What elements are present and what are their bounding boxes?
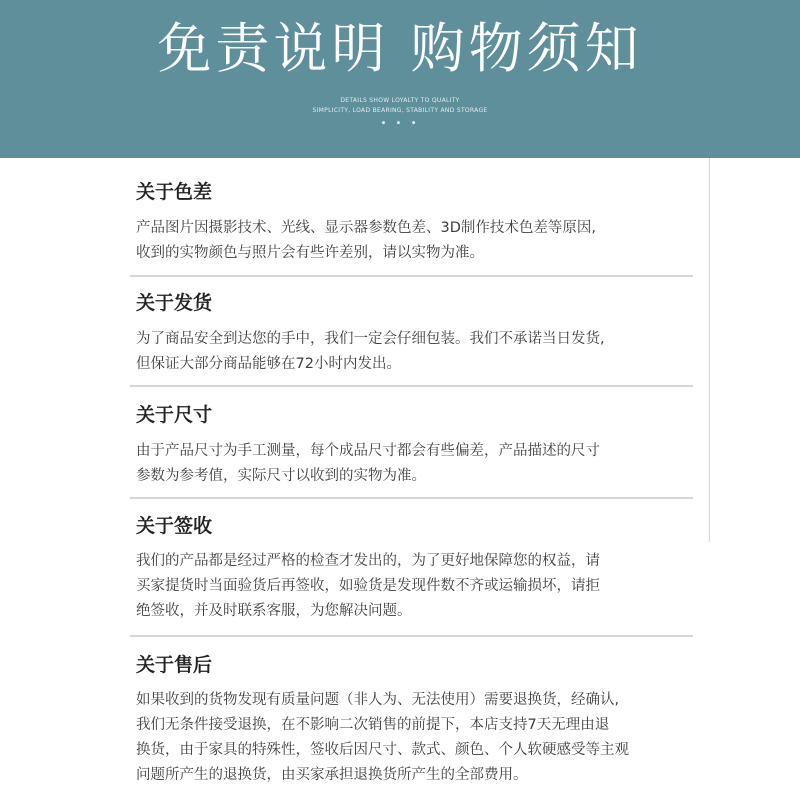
section-text-line: 我们的产品都是经过严格的检查才发出的，为了更好地保障您的权益，请 <box>136 553 600 569</box>
section-text-line: 参数为参考值，实际尺寸以收到的实物为准。 <box>136 468 426 484</box>
section-title: 关于尺寸 <box>136 404 213 426</box>
section-text-line: 但保证大部分商品能够在72小时内发出。 <box>136 356 401 372</box>
section-title: 关于售后 <box>136 654 213 676</box>
section-text-line: 我们无条件接受退换，在不影响二次销售的前提下，本店支持7天无理由退 <box>136 717 610 733</box>
section-title: 关于色差 <box>136 181 213 203</box>
section-text-line: 由于产品尺寸为手工测量，每个成品尺寸都会有些偏差，产品描述的尺寸 <box>136 443 600 459</box>
section-text-line: 绝签收，并及时联系客服，为您解决问题。 <box>136 603 412 619</box>
section-text-line: 收到的实物颜色与照片会有些许差别，请以实物为准。 <box>136 245 484 261</box>
section-divider <box>130 497 693 499</box>
header-banner <box>0 0 800 158</box>
section-divider <box>130 635 693 637</box>
banner-dots: • • • <box>380 118 420 129</box>
section-divider <box>130 275 693 277</box>
section-text-line: 产品图片因摄影技术、光线、显示器参数色差、3D制作技术色差等原因, <box>136 220 596 236</box>
section-text-line: 换货，由于家具的特殊性，签收后因尺寸、款式、颜色、个人软硬感受等主观 <box>136 742 629 758</box>
section-text-line: 为了商品安全到达您的手中，我们一定会仔细包装。我们不承诺当日发货, <box>136 331 605 347</box>
notice-sections <box>0 158 800 800</box>
banner-subtitle-line2: SIMPLICITY, LOAD BEARING, STABILITY AND STORAGE <box>312 107 488 114</box>
section-text-line: 如果收到的货物发现有质量问题（非人为、无法使用）需要退换货，经确认, <box>136 692 620 708</box>
section-text-line: 问题所产生的退换货，由买家承担退换货所产生的全部费用。 <box>136 767 528 783</box>
banner-title: 免责说明 购物须知 <box>157 17 643 80</box>
section-title: 关于签收 <box>136 515 213 537</box>
section-text-line: 买家提货时当面验货后再签收，如验货是发现件数不齐或运输损坏，请拒 <box>136 578 600 594</box>
section-divider <box>130 385 693 387</box>
banner-subtitle-line1: DETAILS SHOW LOYALTY TO QUALITY <box>340 97 460 104</box>
section-title: 关于发货 <box>136 292 213 314</box>
